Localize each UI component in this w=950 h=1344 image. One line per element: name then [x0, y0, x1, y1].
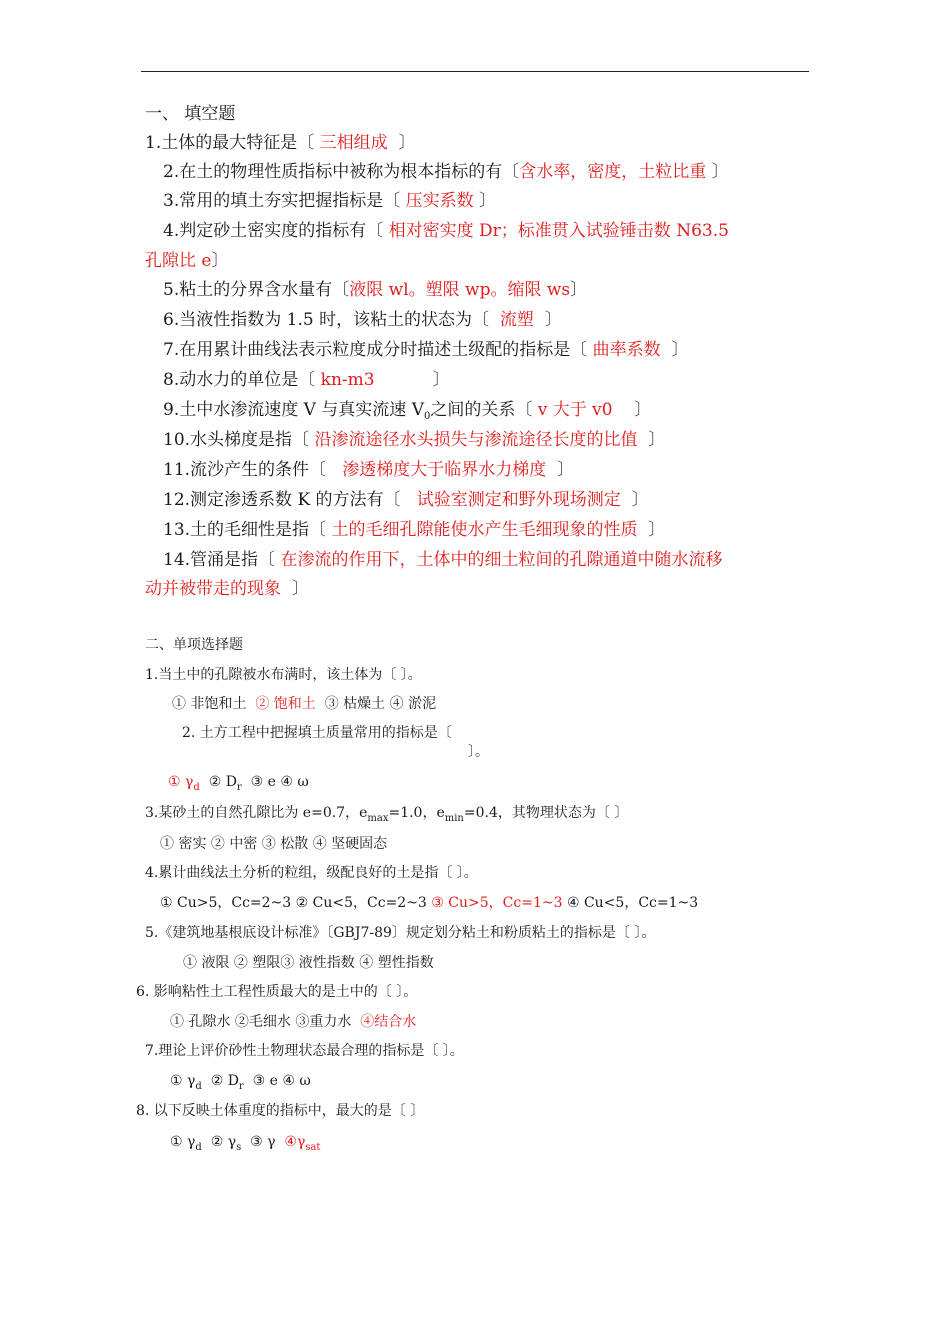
fill-q9: 9.土中水渗流速度 V 与真实流速 $V_0$之间的关系〔 v 大于 v0 〕 — [163, 400, 652, 422]
section1-title: 一、 填空题 — [145, 104, 236, 124]
fill-q4-cont: 孔隙比 e〕 — [145, 251, 229, 271]
choice-q2: 2. 土方工程中把握填土质量常用的指标是〔 — [182, 725, 452, 741]
choice-q7-options: ① $\gamma_d$ ② $D_r$ ③ e ④ ω — [170, 1073, 311, 1092]
fill-q1: 1.土体的最大特征是〔 三相组成 〕 — [145, 133, 416, 153]
choice-q5: 5.《建筑地基根底设计标准》〔GBJ7-89〕规定划分粘土和粉质粘土的指标是〔 〕。 — [145, 925, 656, 941]
fill-q14: 14.管涌是指〔 在渗流的作用下，土体中的细土粒间的孔隙通道中随水流移 — [163, 550, 723, 570]
section2-title: 二、单项选择题 — [145, 637, 243, 653]
choice-q2-options: ① $\gamma_d$ ② $D_r$ ③ e ④ ω — [168, 774, 309, 793]
choice-q8-options: ① $\gamma_d$ ② $\gamma_s$ ③ γ $④\gamma_{sat}$ — [170, 1134, 321, 1153]
fill-q4: 4.判定砂土密实度的指标有〔 相对密实度 Dr；标准贯入试验锤击数 N63.5 — [163, 221, 729, 241]
choice-q1: 1.当土中的孔隙被水布满时，该土体为〔 〕。 — [145, 667, 422, 683]
fill-q10: 10.水头梯度是指〔 沿渗流途径水头损失与渗流途径长度的比值 〕 — [163, 430, 666, 450]
choice-q3-options: ① 密实 ② 中密 ③ 松散 ④ 坚硬固态 — [160, 836, 388, 852]
fill-q11: 11.流沙产生的条件〔 渗透梯度大于临界水力梯度 〕 — [163, 460, 575, 480]
choice-q1-options: ① 非饱和土 ② 饱和土 ③ 枯燥土 ④ 淤泥 — [172, 696, 437, 712]
fill-q12: 12.测定渗透系数 K 的方法有〔 试验室测定和野外现场测定 〕 — [163, 490, 649, 510]
choice-q6-options: ① 孔隙水 ②毛细水 ③重力水 ④结合水 — [170, 1014, 417, 1030]
fill-q8: 8.动水力的单位是〔 kn-m3 〕 — [163, 370, 450, 390]
choice-q4-options: ① Cu>5，Cc=2~3 ② Cu<5，Cc=2~3 ③ Cu>5，Cc=1~3 ④ Cu<5，Cc=1~3 — [160, 895, 699, 911]
fill-q14-cont: 动并被带走的现象 〕 — [145, 579, 309, 599]
fill-q2: 2.在土的物理性质指标中被称为根本指标的有〔含水率，密度，土粒比重 〕 — [163, 162, 729, 182]
fill-q7: 7.在用累计曲线法表示粒度成分时描述土级配的指标是〔 曲率系数 〕 — [163, 340, 689, 360]
fill-q3: 3.常用的填土夯实把握指标是〔 压实系数 〕 — [163, 191, 497, 211]
choice-q7: 7.理论上评价砂性土物理状态最合理的指标是〔 〕。 — [145, 1043, 464, 1059]
header-rule — [141, 71, 809, 72]
choice-q6: 6. 影响粘性土工程性质最大的是土中的〔 〕。 — [136, 984, 418, 1000]
choice-q8: 8. 以下反映土体重度的指标中，最大的是〔 〕 — [136, 1103, 425, 1119]
choice-q4: 4.累计曲线法土分析的粒组，级配良好的土是指〔 〕。 — [145, 865, 478, 881]
fill-q13: 13.土的毛细性是指〔 土的毛细孔隙能使水产生毛细现象的性质 〕 — [163, 520, 666, 540]
choice-q2-cont: 〕。 — [468, 744, 489, 760]
fill-q5: 5.粘土的分界含水量有〔液限 wl。塑限 wp。缩限 ws〕 — [163, 280, 588, 300]
fill-q6: 6.当液性指数为 1.5 时，该粘土的状态为〔 流塑 〕 — [163, 310, 562, 330]
choice-q3: 3.某砂土的自然孔隙比为 e=0.7，$e_{max}=1.0$，$e_{min}=0.4$，其物理状态为〔 〕 — [145, 805, 629, 824]
choice-q5-options: ① 液限 ② 塑限③ 液性指数 ④ 塑性指数 — [183, 955, 434, 971]
